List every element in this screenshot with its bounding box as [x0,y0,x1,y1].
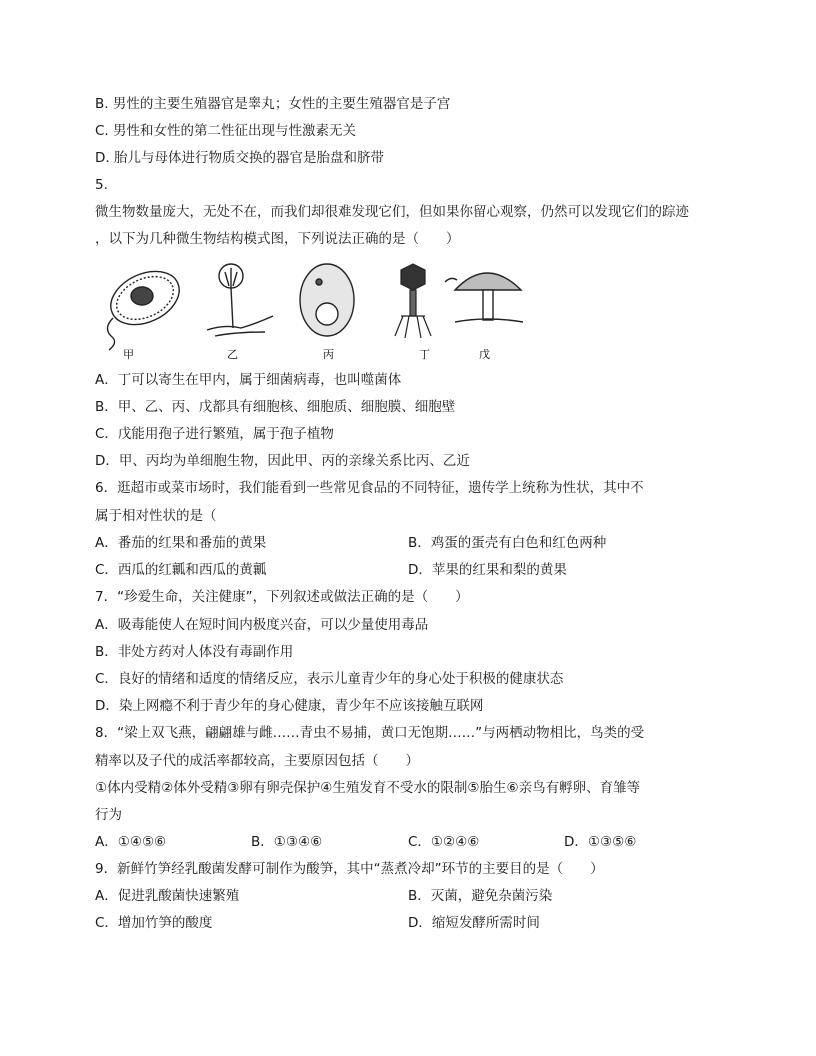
q4-option-b: B. 男性的主要生殖器官是睾丸；女性的主要生殖器官是子宫 [95,96,451,112]
q4-option-c: C. 男性和女性的第二性征出现与性激素无关 [95,123,357,139]
q8-option-d: D．①③⑤⑥ [564,834,637,850]
q8-stem-line1: 8．“梁上双飞燕，翩翩雄与雌……青虫不易捕，黄口无饱期……”与两栖动物相比，鸟类的受 [95,725,645,741]
q8-stem-line2: 精率以及子代的成活率都较高，主要原因包括（ ） [95,753,419,769]
q9-option-a: A．促进乳酸菌快速繁殖 [95,888,240,904]
q8-stem-line3: ①体内受精②体外受精③卵有卵壳保护④生殖发育不受水的限制⑤胎生⑥亲鸟有孵卵、育雏等 [95,780,641,796]
q6-stem-line2: 属于相对性状的是（ [95,508,217,524]
figure-label-yi: 乙 [227,348,238,361]
bacteriophage-ding-illustration [395,264,431,338]
q5-option-d: D．甲、丙均为单细胞生物，因此甲、丙的亲缘关系比丙、乙近 [95,453,470,469]
q5-stem-line1: 微生物数量庞大，无处不在，而我们却很难发现它们，但如果你留心观察，仍然可以发现它们的踪迹 [95,204,689,220]
q6-stem-line1: 6．逛超市或菜市场时，我们能看到一些常见食品的不同特征，遗传学上统称为性状，其中不 [95,480,644,496]
q7-option-c: C．良好的情绪和适度的情绪反应，表示儿童青少年的身心处于积极的健康状态 [95,671,564,687]
q7-stem: 7．“珍爱生命，关注健康”，下列叙述或做法正确的是（ ） [95,589,469,605]
yeast-bing-illustration [300,264,354,336]
microorganism-diagram [95,258,525,362]
q5-number: 5. [95,177,108,193]
figure-label-bing: 丙 [323,348,334,361]
q9-option-b: B．灭菌，避免杂菌污染 [408,888,553,904]
q8-option-a: A．①④⑤⑥ [95,834,167,850]
q9-option-c: C．增加竹笋的酸度 [95,915,213,931]
q6-option-a: A．番茄的红果和番茄的黄果 [95,535,267,551]
q9-stem: 9．新鲜竹笋经乳酸菌发酵可制作为酸笋，其中“蒸煮冷却”环节的主要目的是（ ） [95,861,604,877]
q6-option-c: C．西瓜的红瓤和西瓜的黄瓤 [95,562,267,578]
bacterium-jia-illustration [102,261,188,350]
figure-label-jia: 甲 [123,348,134,361]
figure-label-wu: 戊 [479,348,490,361]
q4-option-d: D. 胎儿与母体进行物质交换的器官是胎盘和脐带 [95,150,384,166]
q8-option-c: C．①②④⑥ [408,834,480,850]
q7-option-a: A．吸毒能使人在短时间内极度兴奋，可以少量使用毒品 [95,617,429,633]
mold-yi-illustration [207,264,273,336]
q7-option-d: D．染上网瘾不利于青少年的身心健康，青少年不应该接触互联网 [95,698,484,714]
q8-stem-line4: 行为 [95,807,122,823]
q5-option-b: B．甲、乙、丙、戊都具有细胞核、细胞质、细胞膜、细胞壁 [95,399,456,415]
q6-option-b: B．鸡蛋的蛋壳有白色和红色两种 [408,535,607,551]
q9-option-d: D．缩短发酵所需时间 [408,915,540,931]
q5-option-a: A．丁可以寄生在甲内，属于细菌病毒，也叫噬菌体 [95,372,402,388]
q5-option-c: C．戊能用孢子进行繁殖，属于孢子植物 [95,426,334,442]
microorganism-figure [95,258,525,362]
figure-label-ding: 丁 [419,348,430,361]
q5-stem-line2: ，以下为几种微生物结构模式图，下列说法正确的是（ ） [95,231,460,247]
q8-option-b: B．①③④⑥ [251,834,323,850]
q6-option-d: D．苹果的红果和梨的黄果 [408,562,567,578]
q7-option-b: B．非处方药对人体没有毒副作用 [95,644,294,660]
mushroom-wu-illustration [445,273,523,322]
